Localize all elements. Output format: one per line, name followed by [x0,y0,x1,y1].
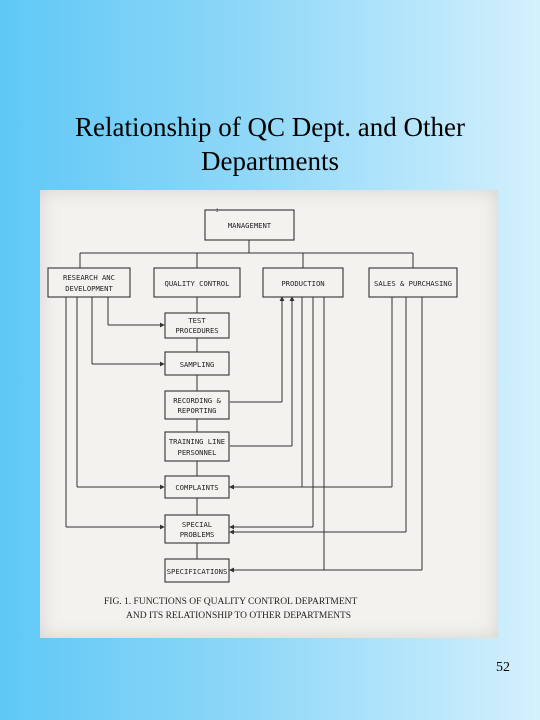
diagram-boxes [48,210,457,582]
test-procedures-label-line-1: TEST [188,316,206,325]
training-label-line-1: TRAINING LINE [168,437,226,446]
recording-label-line-1: RECORDING & [173,396,221,405]
org-chart-diagram [40,190,498,638]
quality-control-label: QUALITY CONTROL [164,279,230,288]
recording-label-line-2: REPORTING [177,406,217,415]
figure-caption-line-1: FIG. 1. FUNCTIONS OF QUALITY CONTROL DEPARTMENT [104,597,358,607]
special-problems-label-line-2: PROBLEMS [179,530,215,539]
training-label-line-2: PERSONNEL [177,448,217,457]
scanned-figure [40,190,498,638]
figure-caption-line-2: AND ITS RELATIONSHIP TO OTHER DEPARTMENTS [126,611,352,621]
research-label-line-2: DEVELOPMENT [65,284,113,293]
slide-title [0,110,540,178]
sales-label: SALES & PURCHASING [374,279,452,288]
complaints-label: COMPLAINTS [175,483,219,492]
specifications-label: SPECIFICATIONS [166,567,228,576]
dot-mark: : [215,205,220,214]
slide-title-line-1: Relationship of QC Dept. and Other [75,112,465,142]
management-label: MANAGEMENT [227,221,272,230]
slide-title-line-2: Departments [201,146,339,176]
special-problems-label-line-1: SPECIAL [181,520,213,529]
production-label: PRODUCTION [281,279,325,288]
sampling-label: SAMPLING [179,360,215,369]
research-label-line-1: RESEARCH ANC [63,273,115,282]
page-number: 52 [496,660,510,675]
test-procedures-label-line-2: PROCEDURES [175,326,219,335]
